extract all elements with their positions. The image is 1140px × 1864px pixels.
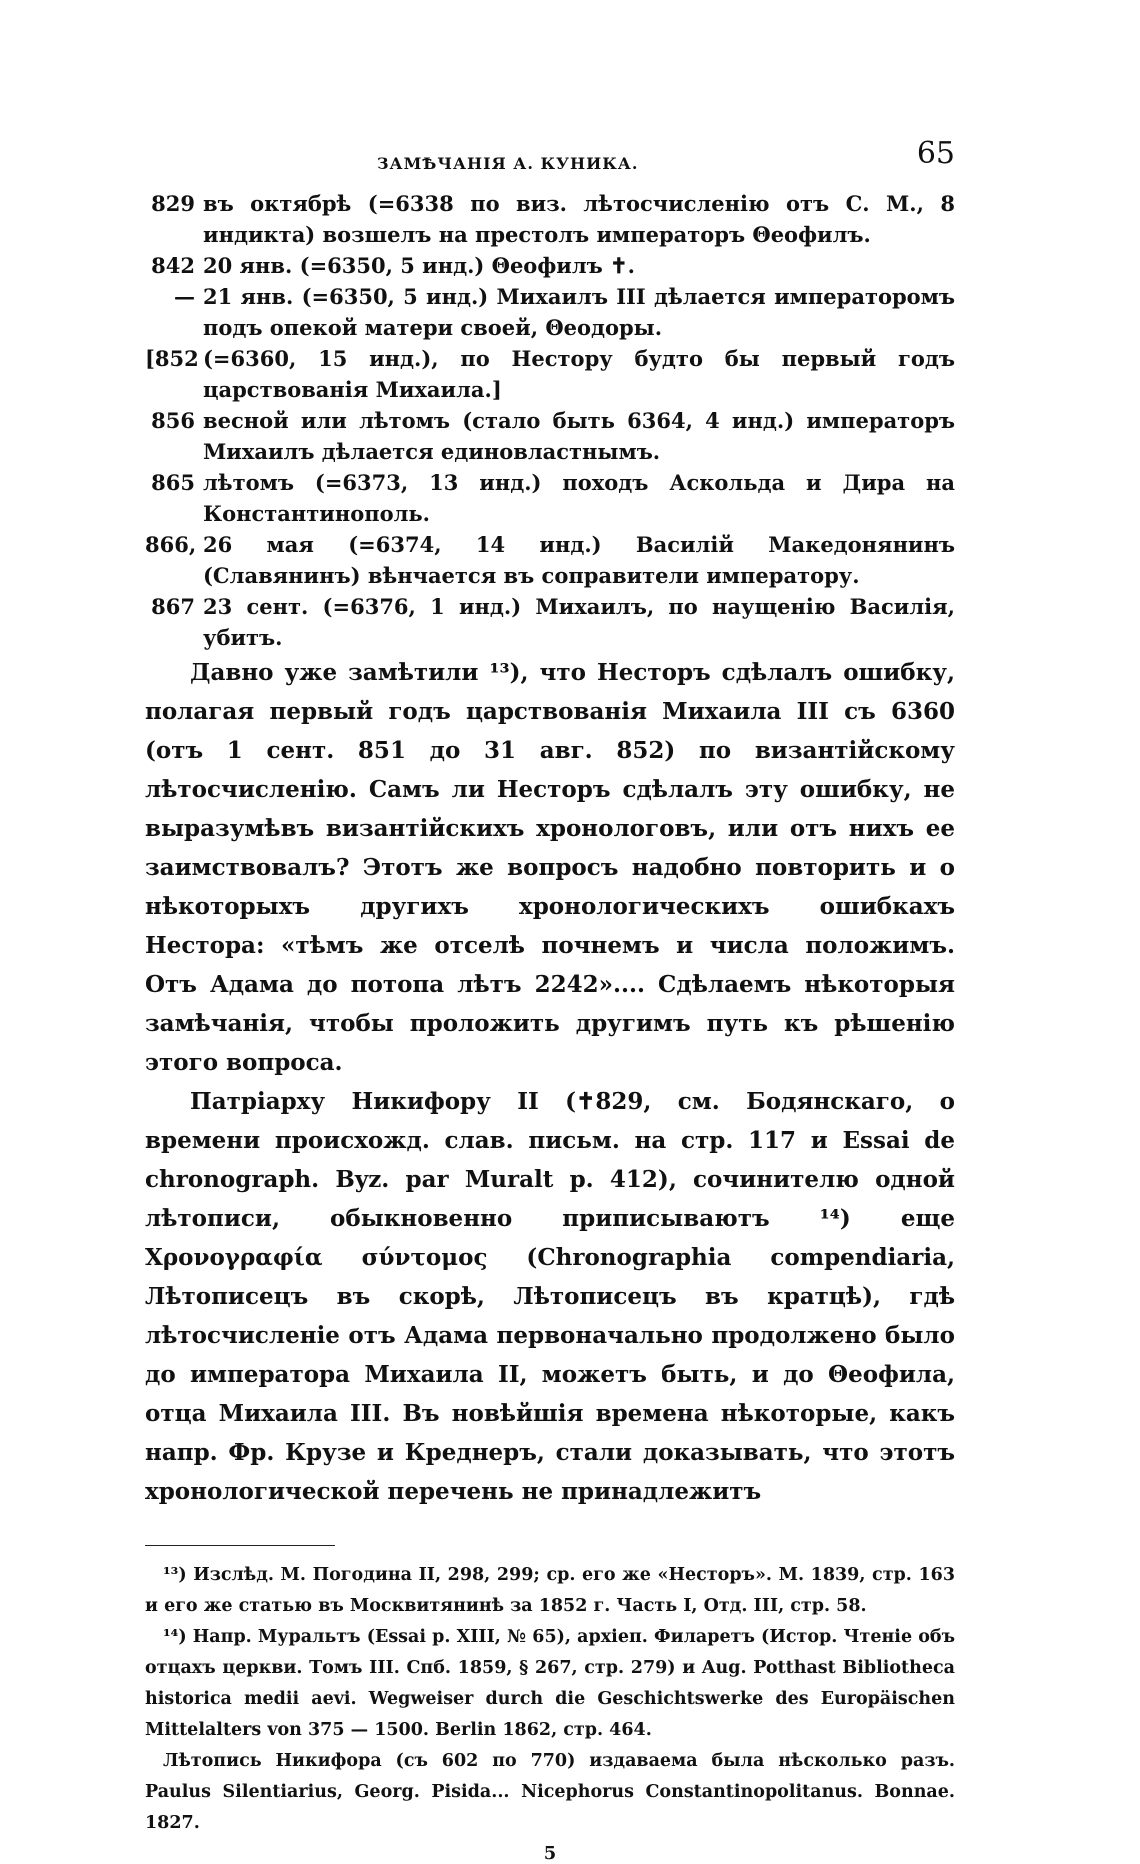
entry-text: (=6360, 15 инд.), по Нестору будто бы первый годъ царствованія Михаила.] — [203, 346, 955, 402]
chronology-list — [145, 188, 955, 653]
entry-year: 856 — [151, 408, 195, 433]
page — [145, 132, 955, 1864]
entry-text: 23 сент. (=6376, 1 инд.) Михаилъ, по наущенію Василія, убитъ. — [203, 594, 955, 650]
chronology-entry — [145, 250, 955, 281]
footnote: ¹³) Изслѣд. М. Погодина II, 298, 299; ср. его же «Несторъ». М. 1839, стр. 163 и его же статью въ Москвитянинѣ за 1852 г. Часть I, Отд. III, стр. 58. — [145, 1565, 955, 1616]
entry-text: лѣтомъ (=6373, 13 инд.) походъ Аскольда и Дира на Константинополь. — [203, 470, 955, 526]
footnote: ¹⁴) Напр. Муральтъ (Essai p. XIII, № 65), архіеп. Филаретъ (Истор. Чтеніе объ отцахъ церкви. Томъ III. Спб. 1859, § 267, стр. 279) и Aug. Potthast Bibliotheca historica medii aevi. Wegweiser durch die Geschichtswerke des Europäischen Mittelalters von 375 — 1500. Berlin 1862, стр. 464. — [145, 1627, 955, 1740]
chronology-entry — [145, 405, 955, 467]
entry-text: 20 янв. (=6350, 5 инд.) Θеофилъ ✝. — [203, 253, 635, 278]
body-paragraph: Давно уже замѣтили ¹³), что Несторъ сдѣлалъ ошибку, полагая первый годъ царствованія Михаила III съ 6360 (отъ 1 сент. 851 до 31 авг. 852) по византійскому лѣтосчисленію. Самъ ли Несторъ сдѣлалъ эту ошибку, не выразумѣвъ византійскихъ хронологовъ, или отъ нихъ ее заимствовалъ? Этотъ же вопросъ надобно повторить и о нѣкоторыхъ другихъ хронологическихъ ошибкахъ Нестора: «тѣмъ же отселѣ почнемъ и числа положимъ. Отъ Адама до потопа лѣтъ 2242».... Сдѣлаемъ нѣкоторыя замѣчанія, чтобы проложить другимъ путь къ рѣшенію этого вопроса. — [145, 659, 955, 1076]
chronology-entry — [145, 343, 955, 405]
entry-text: весной или лѣтомъ (стало быть 6364, 4 инд.) императоръ Михаилъ дѣлается единовластнымъ. — [203, 408, 955, 464]
running-header — [145, 132, 955, 188]
entry-text: въ октябрѣ (=6338 по виз. лѣтосчисленію отъ С. М., 8 индикта) возшелъ на престолъ императоръ Θеофилъ. — [203, 191, 955, 247]
page-number: 65 — [916, 136, 955, 171]
entry-year: — — [174, 284, 195, 309]
chronology-entry — [145, 529, 955, 591]
running-title: ЗАМѢЧАНІЯ А. КУНИКА. — [377, 154, 639, 173]
entry-year: [852 — [145, 346, 199, 371]
entry-text: 21 янв. (=6350, 5 инд.) Михаилъ III дѣлается императоромъ подъ опекой матери своей, Θеодоры. — [203, 284, 955, 340]
body-paragraph: Патріарху Никифору II (✝829, см. Бодянскаго, о времени происхожд. слав. письм. на стр. 117 и Essai de chronograph. Byz. par Muralt p. 412), сочинителю одной лѣтописи, обыкновенно приписываютъ ¹⁴) еще Χρονογραφία σύντομος (Chronographia compendiaria, Лѣтописецъ въ скорѣ, Лѣтописецъ въ кратцѣ), гдѣ лѣтосчисленіе отъ Адама первоначально продолжено было до императора Михаила II, можетъ быть, и до Θеофила, отца Михаила III. Въ новѣйшія времена нѣкоторые, какъ напр. Фр. Крузе и Креднеръ, стали доказывать, что этотъ хронологической перечень не принадлежитъ — [145, 1088, 955, 1505]
entry-text: 26 мая (=6374, 14 инд.) Василій Македонянинъ (Славянинъ) вѣнчается въ соправители императору. — [203, 532, 955, 588]
entry-year: 829 — [151, 191, 195, 216]
chronology-entry — [145, 188, 955, 250]
entry-year: 867 — [151, 594, 195, 619]
chronology-entry — [145, 281, 955, 343]
chronology-entry — [145, 591, 955, 653]
entry-year: 842 — [151, 253, 195, 278]
signature-mark: 5 — [543, 1843, 557, 1864]
entry-year: 865 — [151, 470, 195, 495]
footnote: Лѣтопись Никифора (съ 602 по 770) издавaема была нѣсколько разъ. Paulus Silentiarius, Georg. Pisida... Nicephorus Constantinopolitanus. Bonnae. 1827. — [145, 1751, 955, 1833]
entry-year: 866, — [145, 532, 197, 557]
footnote-divider — [145, 1545, 335, 1546]
chronology-entry — [145, 467, 955, 529]
